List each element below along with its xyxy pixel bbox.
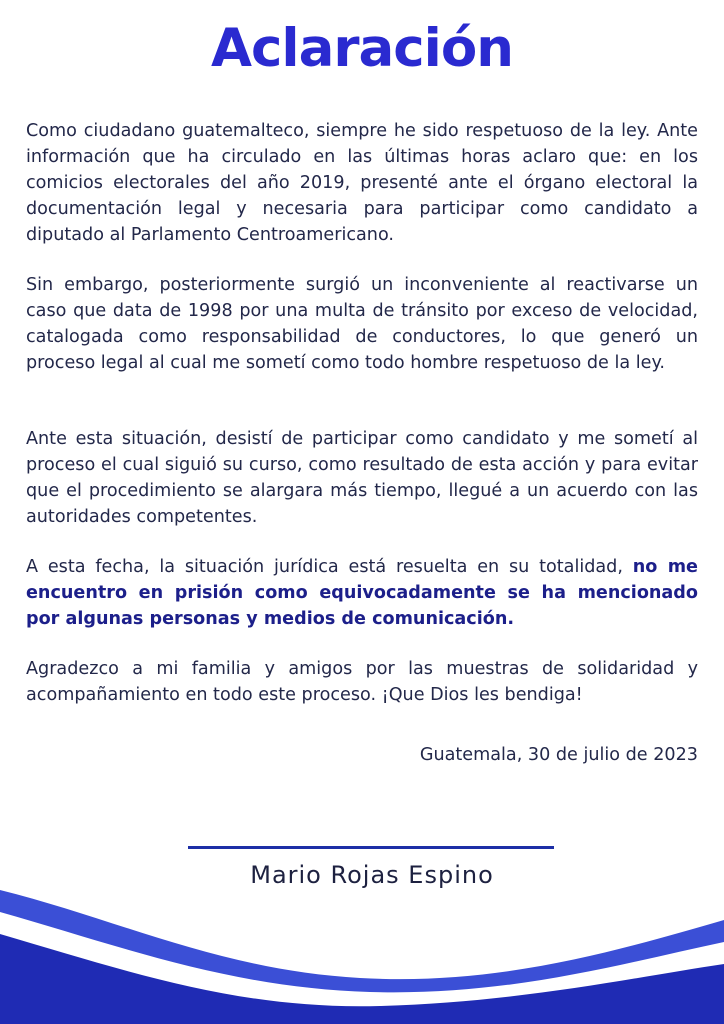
signature-line <box>188 846 554 849</box>
page-title: Aclaración <box>211 18 513 79</box>
paragraph-3: Ante esta situación, desistí de participar como candidato y me sometí al proceso el cual siguió su curso, como resultado de esta acción y para evitar que el procedimiento se alargara más tiempo, llegué a un acuerdo con las autoridades competentes. <box>26 429 698 527</box>
paragraph-1: Como ciudadano guatemalteco, siempre he sido respetuoso de la ley. Ante información que ha circulado en las últimas horas aclaro que: en los comicios electorales del año 2019, presenté ante el órgano electoral la documentación legal y necesaria para participar como candidato a diputado al Parlamento Centroamericano. <box>26 121 698 245</box>
paragraph-4-emphasis: no me encuentro en prisión como equivocadamente se ha mencionado por algunas personas y medios de comunicación. <box>26 557 698 629</box>
paragraph-5: Agradezco a mi familia y amigos por las muestras de solidaridad y acompañamiento en todo este proceso. ¡Que Dios les bendiga! <box>26 659 698 705</box>
paragraph-4-normal: A esta fecha, la situación jurídica está resuelta en su totalidad, <box>26 557 633 577</box>
paragraph-2: Sin embargo, posteriormente surgió un inconveniente al reactivarse un caso que data de 1998 por una multa de tránsito por exceso de velocidad, catalogada como responsabilidad de conductores, lo que generó un proceso legal al cual me sometí como todo hombre respetuoso de la ley. <box>26 275 698 373</box>
paragraph-4 <box>26 554 698 632</box>
signer-name: Mario Rojas Espino <box>250 861 494 889</box>
date-line: Guatemala, 30 de julio de 2023 <box>419 745 698 765</box>
